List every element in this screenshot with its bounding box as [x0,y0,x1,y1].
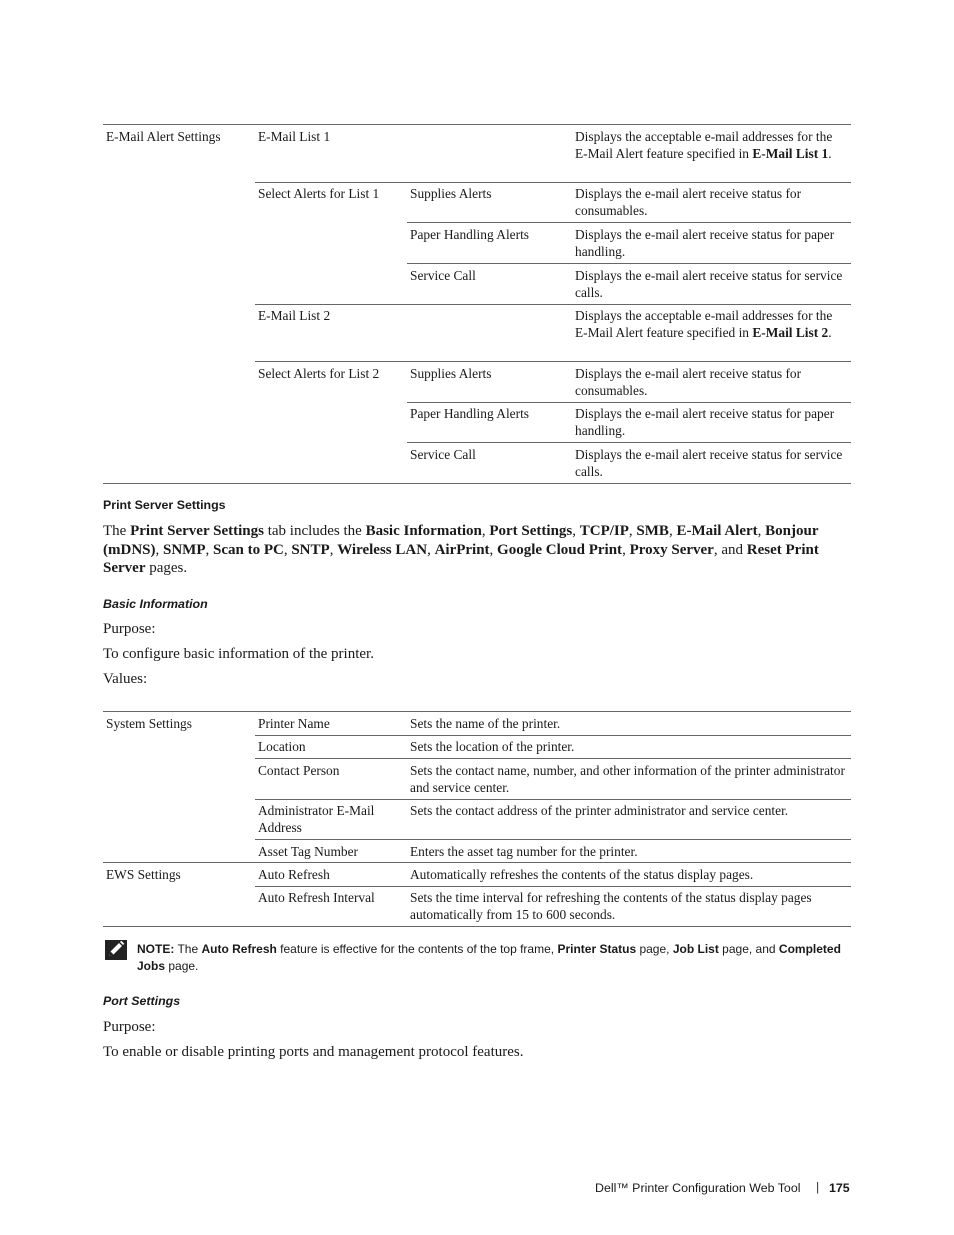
row-rule [407,263,851,264]
section-heading-print-server: Print Server Settings [103,498,226,512]
row-rule [255,799,851,800]
table-bottom-rule [103,483,851,484]
table-cell: Service Call [410,447,476,462]
row-rule [103,862,851,863]
table-cell-desc: Sets the time interval for refreshing the contents of the status display pages automatically from 15 to 600 seconds. [410,890,812,922]
table-cell: Select Alerts for List 1 [258,186,380,201]
table-cell: Supplies Alerts [410,366,492,381]
row-rule [255,735,851,736]
purpose-text: To enable or disable printing ports and management protocol features. [103,1044,524,1060]
table-cell-desc: Sets the contact address of the printer administrator and service center. [410,803,789,818]
intro-paragraph: The Print Server Settings tab includes the Basic Information, Port Settings, TCP/IP, SMB, E-Mail Alert, Bonjour (mDNS), SNMP, Scan to PC, SNTP, Wireless LAN, AirPrint, Google Cloud Print, Proxy Server, and Reset Print Server pages. [103,523,819,576]
table-cell-desc: Automatically refreshes the contents of the status display pages. [410,867,754,882]
row-rule [255,304,851,305]
table-cell-desc: Sets the name of the printer. [410,716,561,731]
table-cell: Supplies Alerts [410,186,492,201]
table-cell: Printer Name [258,716,330,731]
table-cell: Contact Person [258,763,340,778]
subsection-heading-port-settings: Port Settings [103,994,181,1008]
table-top-rule [103,711,851,712]
table-cell-desc: Sets the contact name, number, and other information of the printer administrator and service center. [410,763,845,795]
purpose-text: To configure basic information of the printer. [103,646,374,662]
table-cell-desc: Displays the e-mail alert receive status for service calls. [575,447,843,479]
table-cell: Location [258,739,306,754]
row-rule [407,442,851,443]
table-cell-desc: Displays the e-mail alert receive status for paper handling. [575,227,835,259]
table-top-rule [103,124,851,125]
row-rule [407,402,851,403]
group-label: System Settings [106,716,192,731]
table-cell-desc: Enters the asset tag number for the printer. [410,844,638,859]
table-cell-desc: Sets the location of the printer. [410,739,575,754]
row-rule [255,839,851,840]
table-cell: Asset Tag Number [258,844,358,859]
table-cell-desc: Displays the e-mail alert receive status for service calls. [575,268,843,300]
page-number: 175 [829,1181,850,1195]
purpose-label: Purpose: [103,621,156,637]
table-cell-desc: Displays the acceptable e-mail addresses for the E-Mail Alert feature specified in E-Mail List 1. [575,129,833,161]
table-cell-desc: Displays the e-mail alert receive status for consumables. [575,366,802,398]
footer-title: Dell™ Printer Configuration Web Tool [595,1181,801,1195]
table-cell: Auto Refresh Interval [258,890,375,905]
subsection-heading-basic-info: Basic Information [103,597,208,611]
note-pencil-icon [105,940,127,960]
table-cell-desc: Displays the acceptable e-mail addresses for the E-Mail Alert feature specified in E-Mail List 2. [575,308,833,340]
row-rule [407,222,851,223]
footer-separator: | [816,1180,820,1194]
row-rule [255,758,851,759]
group-label: EWS Settings [106,867,181,882]
row-rule [255,361,851,362]
table-cell: E-Mail List 2 [258,308,331,323]
table-cell: Paper Handling Alerts [410,227,530,242]
values-label: Values: [103,671,148,687]
row-rule [255,182,851,183]
group-label: E-Mail Alert Settings [106,129,221,144]
table-cell-desc: Displays the e-mail alert receive status for consumables. [575,186,802,218]
table-cell: Paper Handling Alerts [410,406,530,421]
table-cell: Select Alerts for List 2 [258,366,380,381]
table-cell-desc: Displays the e-mail alert receive status for paper handling. [575,406,835,438]
table-cell: E-Mail List 1 [258,129,331,144]
table-cell: Administrator E-Mail Address [258,803,375,835]
table-cell: Auto Refresh [258,867,330,882]
row-rule [255,886,851,887]
table-bottom-rule [103,926,851,927]
purpose-label: Purpose: [103,1019,156,1035]
table-cell: Service Call [410,268,476,283]
note-text: NOTE: The Auto Refresh feature is effective for the contents of the top frame, Printer Status page, Job List page, and Completed Jobs page. [137,942,841,973]
